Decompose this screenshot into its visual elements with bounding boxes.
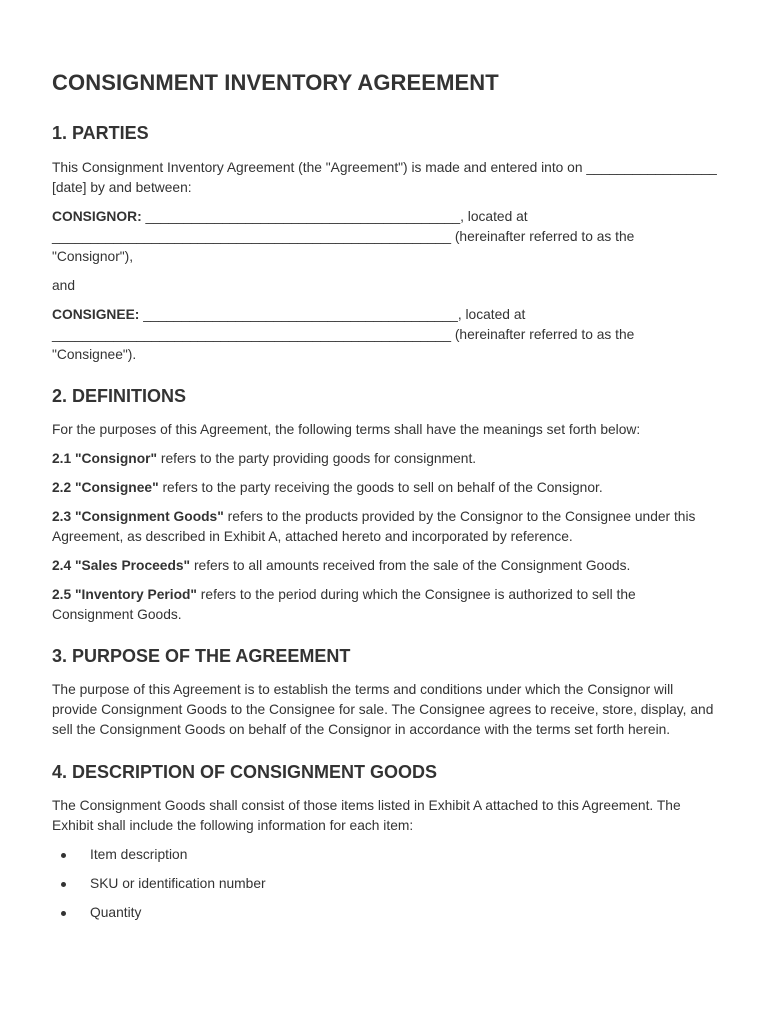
list-item — [52, 845, 718, 865]
list-item-text: Item description — [90, 847, 188, 862]
consignee-label: CONSIGNEE: — [52, 307, 140, 322]
bullet-icon — [61, 853, 66, 858]
bullet-icon — [61, 882, 66, 887]
definition-term: 2.1 "Consignor" — [52, 451, 158, 466]
section-4-heading: 4. DESCRIPTION OF CONSIGNMENT GOODS — [52, 762, 438, 782]
definition-item — [52, 585, 718, 625]
list-item-text: Quantity — [90, 905, 142, 920]
section-2-intro: For the purposes of this Agreement, the following terms shall have the meanings set forth below: — [52, 422, 641, 437]
consignee-text: _________________________________________, located at ____________________________________________________ (hereinafter referred to as the "Consignee"). — [52, 307, 635, 362]
definition-term: 2.4 "Sales Proceeds" — [52, 558, 191, 573]
definition-item — [52, 507, 718, 547]
list-item — [52, 874, 718, 894]
definition-text: refers to the products provided by the Consignor to the Consignee under this Agreement, as described in Exhibit A, attached hereto and incorporated by reference. — [52, 509, 696, 544]
section-3-heading: 3. PURPOSE OF THE AGREEMENT — [52, 646, 351, 666]
definition-text: refers to the party providing goods for consignment. — [157, 451, 477, 466]
section-1-intro: This Consignment Inventory Agreement (the "Agreement") is made and entered into on _________________ [date] by and between: — [52, 160, 717, 195]
definition-term: 2.3 "Consignment Goods" — [52, 509, 224, 524]
section-1-heading: 1. PARTIES — [52, 123, 149, 143]
definition-item — [52, 556, 718, 576]
consignor-text: _________________________________________, located at ____________________________________________________ (hereinafter referred to as the "Consignor"), — [52, 209, 635, 264]
definition-term: 2.2 "Consignee" — [52, 480, 159, 495]
definition-text: refers to the period during which the Consignee is authorized to sell the Consignment Goods. — [52, 587, 636, 622]
consignor-label: CONSIGNOR: — [52, 209, 142, 224]
list-item-text: SKU or identification number — [90, 876, 266, 891]
section-2-heading: 2. DEFINITIONS — [52, 386, 187, 406]
section-4-body: The Consignment Goods shall consist of those items listed in Exhibit A attached to this Agreement. The Exhibit shall include the following information for each item: — [52, 798, 681, 833]
list-item — [52, 903, 718, 923]
section-3-body: The purpose of this Agreement is to establish the terms and conditions under which the Consignor will provide Consignment Goods to the Consignee for sale. The Consignee agrees to receive, store, display, and sell the Consignment Goods on behalf of the Consignor in accordance with the terms set forth herein. — [52, 682, 714, 737]
goods-info-list — [52, 845, 718, 923]
and-text: and — [52, 278, 76, 293]
definition-term: 2.5 "Inventory Period" — [52, 587, 197, 602]
definition-text: refers to all amounts received from the sale of the Consignment Goods. — [190, 558, 631, 573]
definition-item — [52, 449, 718, 469]
consignee-paragraph — [52, 305, 718, 365]
bullet-icon — [61, 911, 66, 916]
document-title: CONSIGNMENT INVENTORY AGREEMENT — [52, 70, 499, 95]
definition-item — [52, 478, 718, 498]
consignor-paragraph — [52, 207, 718, 267]
definition-text: refers to the party receiving the goods to sell on behalf of the Consignor. — [158, 480, 603, 495]
